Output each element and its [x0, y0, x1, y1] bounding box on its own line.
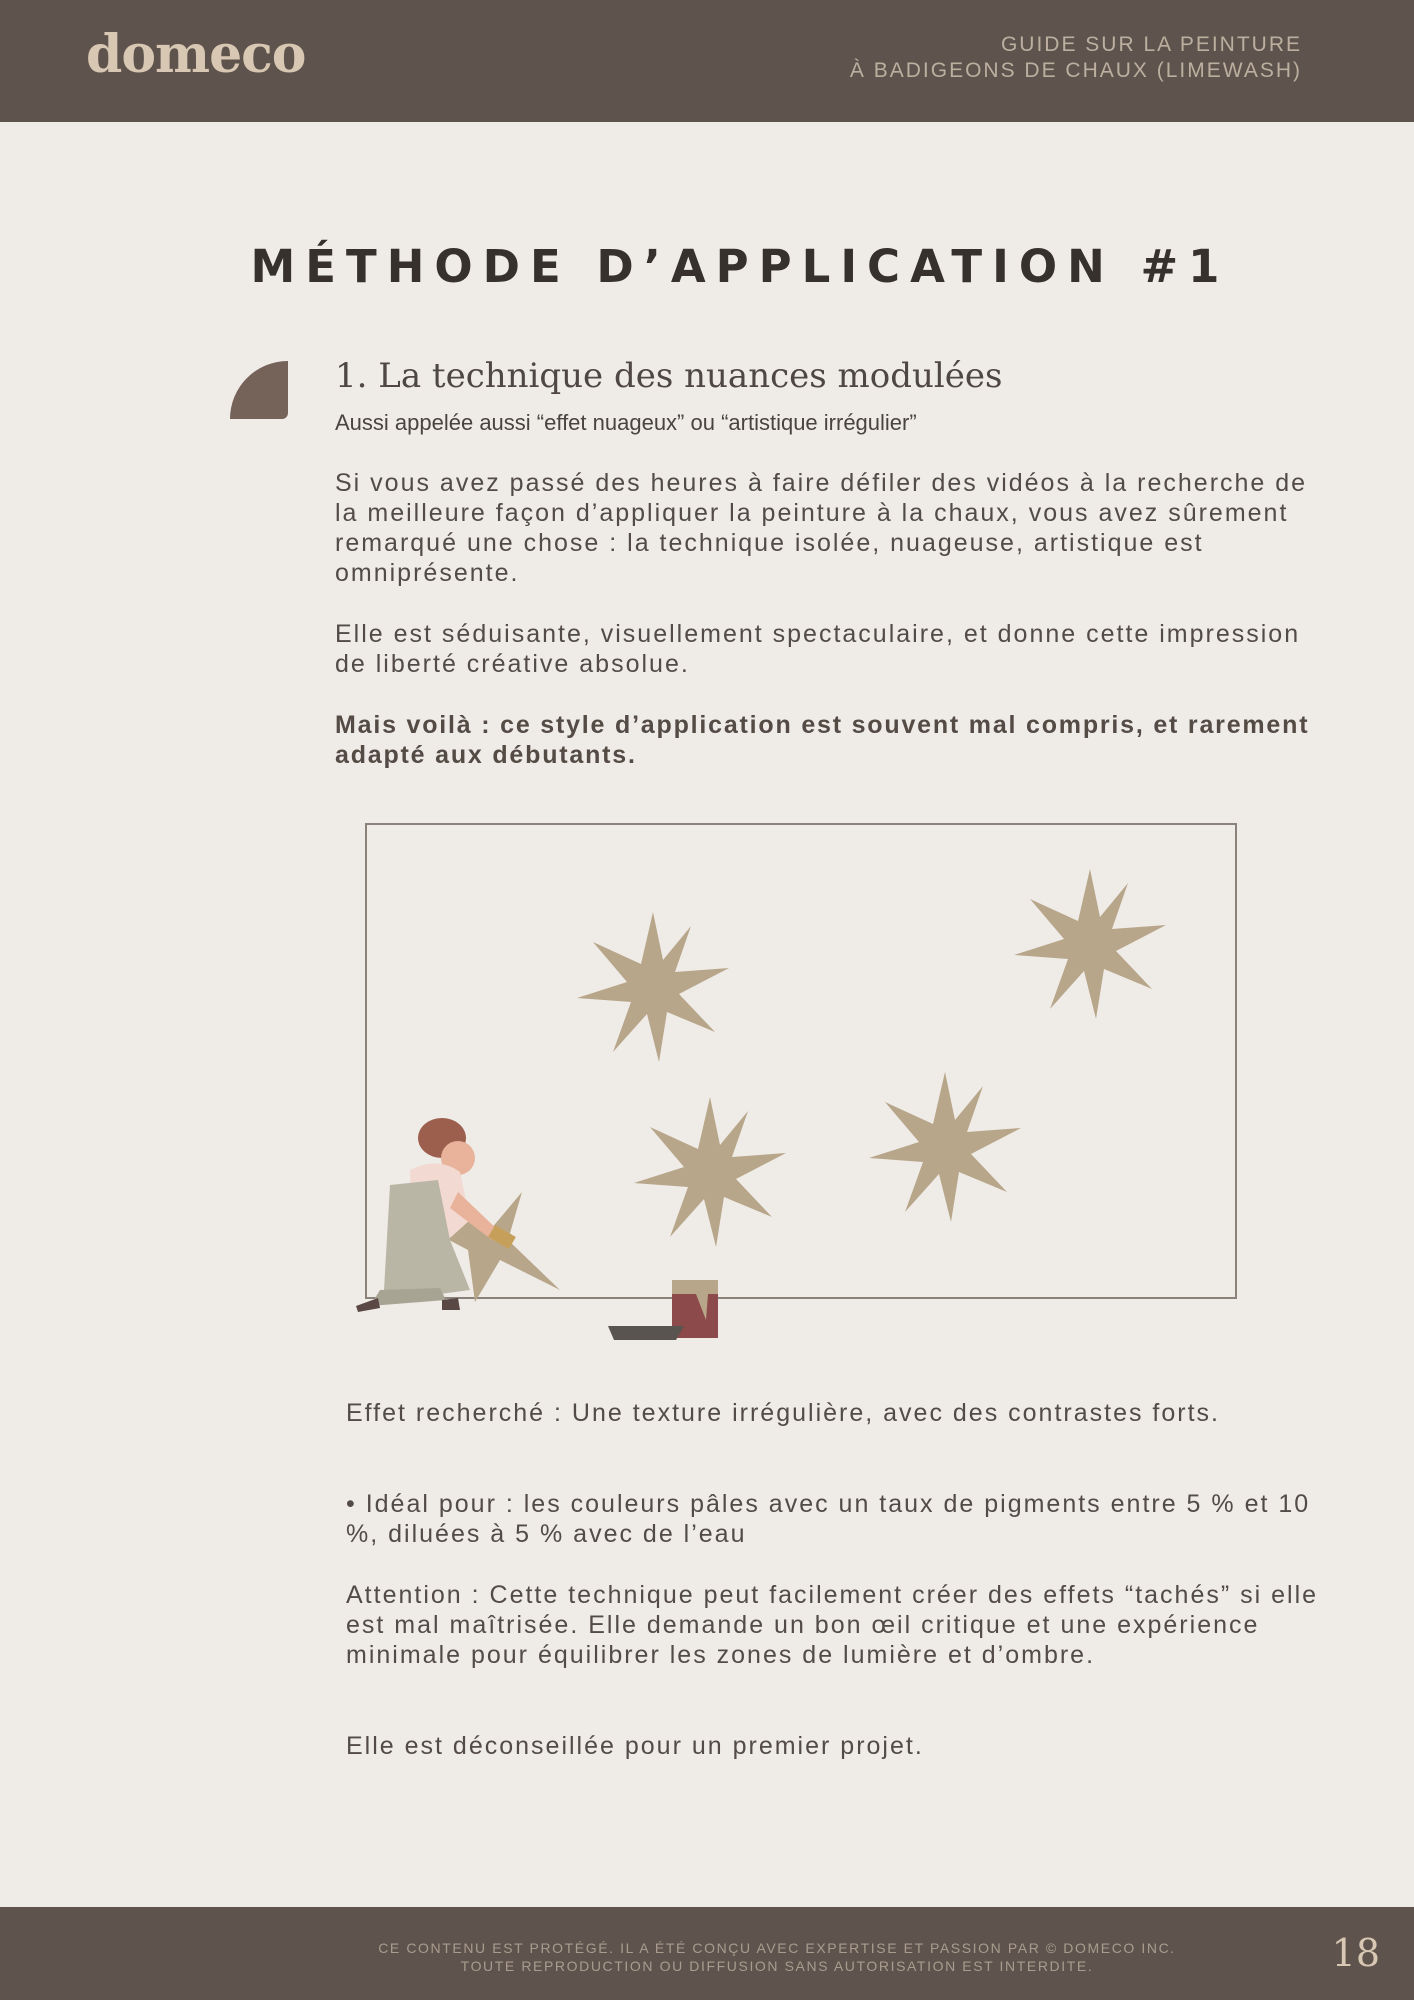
effect-description: Effet recherché : Une texture irrégulière, avec des contrastes forts.: [346, 1399, 1220, 1427]
domeco-logo[interactable]: domeco: [86, 24, 306, 85]
attention-description: Attention : Cette technique peut facilement créer des effets “tachés” si elle est mal maîtrisée. Elle demande un bon œil critique et une expérience minimale pour équilibrer les zones de lumière et d’ombre.: [346, 1581, 1319, 1669]
page-header: [0, 0, 1414, 122]
section-heading: 1. La technique des nuances modulées: [335, 356, 1003, 396]
page-title: MÉTHODE D’APPLICATION #1: [250, 240, 1230, 293]
paint-splash: [1014, 869, 1166, 1019]
painter-figure: [356, 1118, 516, 1312]
page-number: 18: [1331, 1931, 1380, 1975]
copyright-line-2: TOUTE REPRODUCTION OU DIFFUSION SANS AUTORISATION EST INTERDITE.: [460, 1958, 1094, 1974]
copyright-line-1: CE CONTENU EST PROTÉGÉ. IL A ÉTÉ CONÇU AVEC EXPERTISE ET PASSION PAR © DOMECO INC.: [378, 1940, 1176, 1956]
paint-splash: [634, 1097, 786, 1247]
guide-title: [850, 32, 1302, 84]
paint-splash: [577, 912, 729, 1062]
section-subtitle: Aussi appelée aussi “effet nuageux” ou “artistique irrégulier”: [335, 410, 917, 435]
page-footer: [0, 1907, 1414, 2000]
painter-wall-illustration: [350, 820, 1250, 1340]
guide-title-line-1: GUIDE SUR LA PEINTURE: [1000, 33, 1302, 56]
ideal-for-description: • Idéal pour : les couleurs pâles avec un taux de pigments entre 5 % et 10 %, diluées à 5 % avec de l’eau: [346, 1490, 1311, 1548]
warning-paragraph: Mais voilà : ce style d’application est souvent mal compris, et rarement adapté aux débutants.: [335, 711, 1310, 769]
not-recommended-note: Elle est déconseillée pour un premier projet.: [346, 1732, 924, 1760]
leaf-icon: [230, 361, 288, 419]
intro-paragraph: Si vous avez passé des heures à faire défiler des vidéos à la recherche de la meilleure façon d’appliquer la peinture à la chaux, vous avez sûrement remarqué une chose : la technique isolée, nuageuse, artistique est omniprésente.: [335, 469, 1308, 587]
appeal-paragraph: Elle est séduisante, visuellement spectaculaire, et donne cette impression de liberté créative absolue.: [335, 620, 1301, 678]
paint-splash: [869, 1072, 1021, 1222]
paint-tray: [608, 1326, 684, 1340]
copyright-notice: [0, 1939, 1414, 1975]
guide-title-line-2: À BADIGEONS DE CHAUX (LIMEWASH): [849, 59, 1302, 82]
